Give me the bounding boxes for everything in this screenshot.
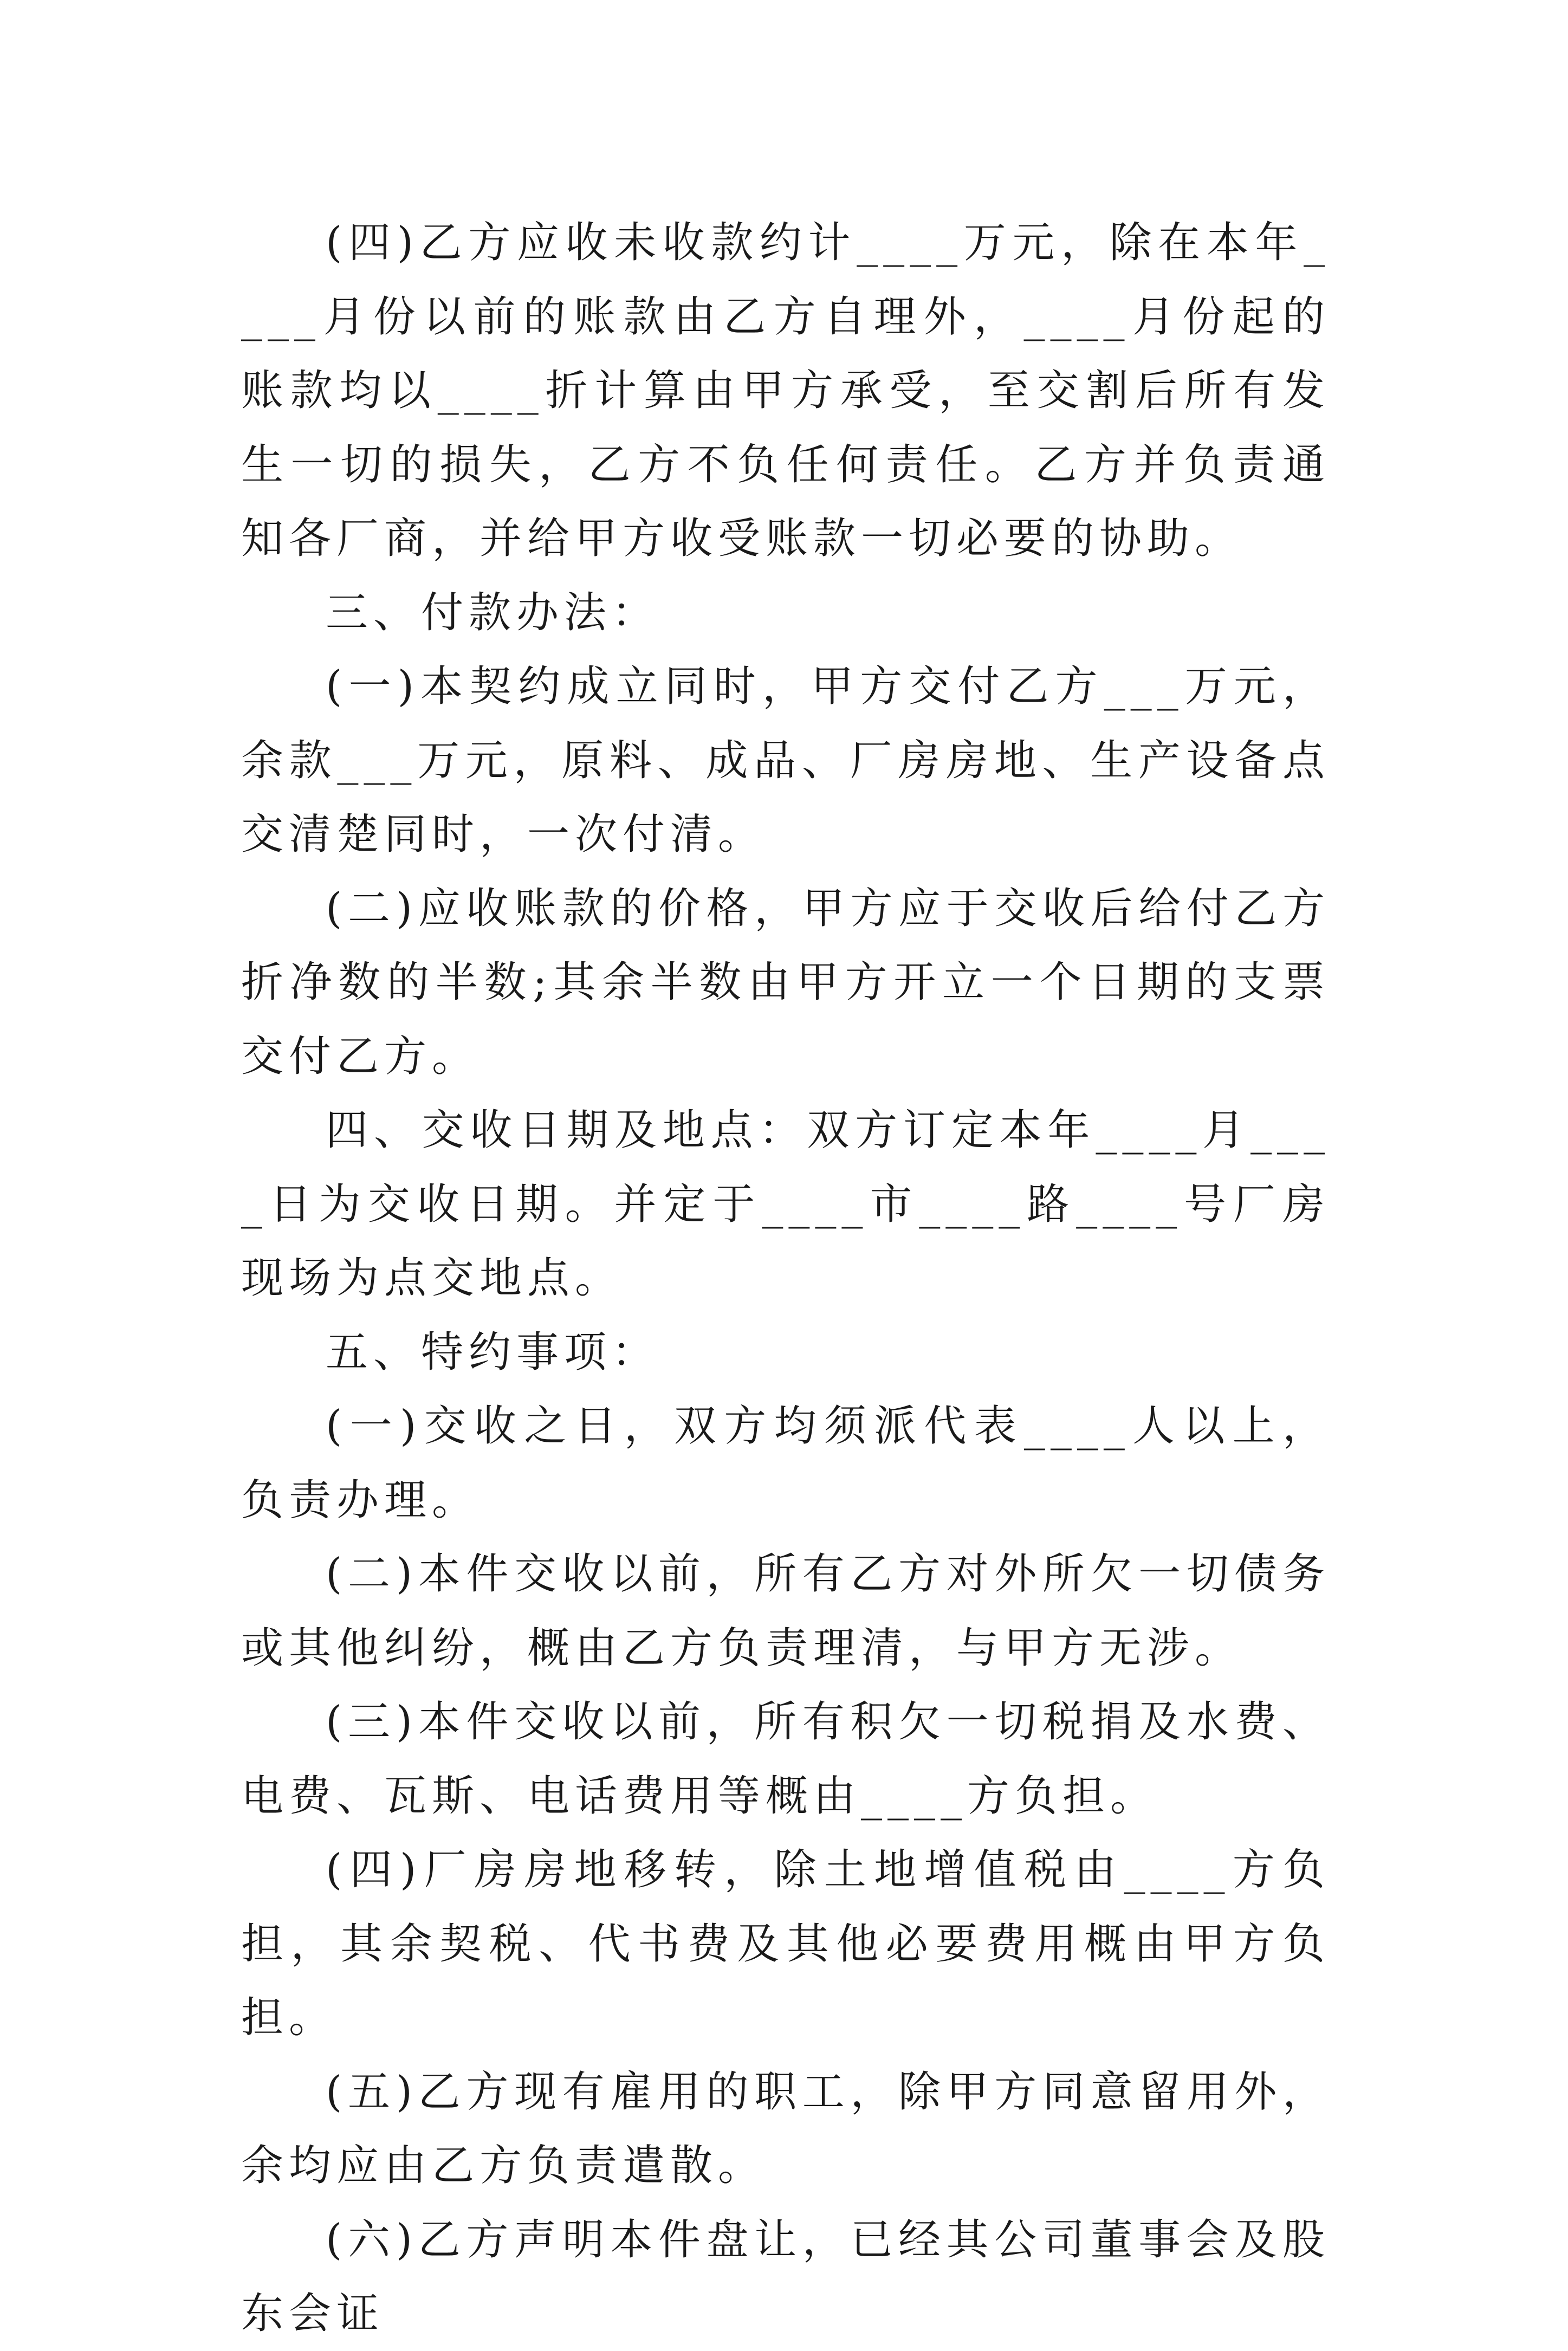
- clause-special-2: (二)本件交收以前，所有乙方对外所欠一切债务或其他纠纷，概由乙方负责理清，与甲方无涉。: [241, 1550, 1330, 1673]
- section-handover-date-place: 四、交收日期及地点：双方订定本年____月____日为交收日期。并定于____市____路____号厂房现场为点交地点。: [241, 1106, 1330, 1303]
- clause-receivables: (四)乙方应收未收款约计____万元，除在本年____月份以前的账款由乙方自理外，____月份起的账款均以____折计算由甲方承受，至交割后所有发生一切的损失，乙方不负任何责任。乙方并负责通知各厂商，并给甲方收受账款一切必要的协助。: [241, 218, 1330, 563]
- clause-special-1: (一)交收之日，双方均须派代表____人以上，负责办理。: [241, 1402, 1330, 1525]
- clause-payment-2: (二)应收账款的价格，甲方应于交收后给付乙方折净数的半数;其余半数由甲方开立一个日期的支票交付乙方。: [241, 884, 1330, 1081]
- clause-special-4: (四)厂房房地移转，除土地增值税由____方负担，其余契税、代书费及其他必要费用概由甲方负担。: [241, 1845, 1330, 2042]
- clause-special-5: (五)乙方现有雇用的职工，除甲方同意留用外，余均应由乙方负责遣散。: [241, 2067, 1330, 2190]
- clause-special-3: (三)本件交收以前，所有积欠一切税捐及水费、电费、瓦斯、电话费用等概由____方负担。: [241, 1698, 1330, 1821]
- document-body: [241, 206, 1330, 2351]
- section-heading-special-terms: 五、特约事项：: [326, 1327, 660, 1377]
- section-heading-payment: 三、付款办法：: [326, 588, 660, 637]
- clause-special-6: (六)乙方声明本件盘让，已经其公司董事会及股东会证: [241, 2215, 1330, 2338]
- clause-payment-1: (一)本契约成立同时，甲方交付乙方___万元，余款___万元，原料、成品、厂房房地、生产设备点交清楚同时，一次付清。: [241, 662, 1330, 859]
